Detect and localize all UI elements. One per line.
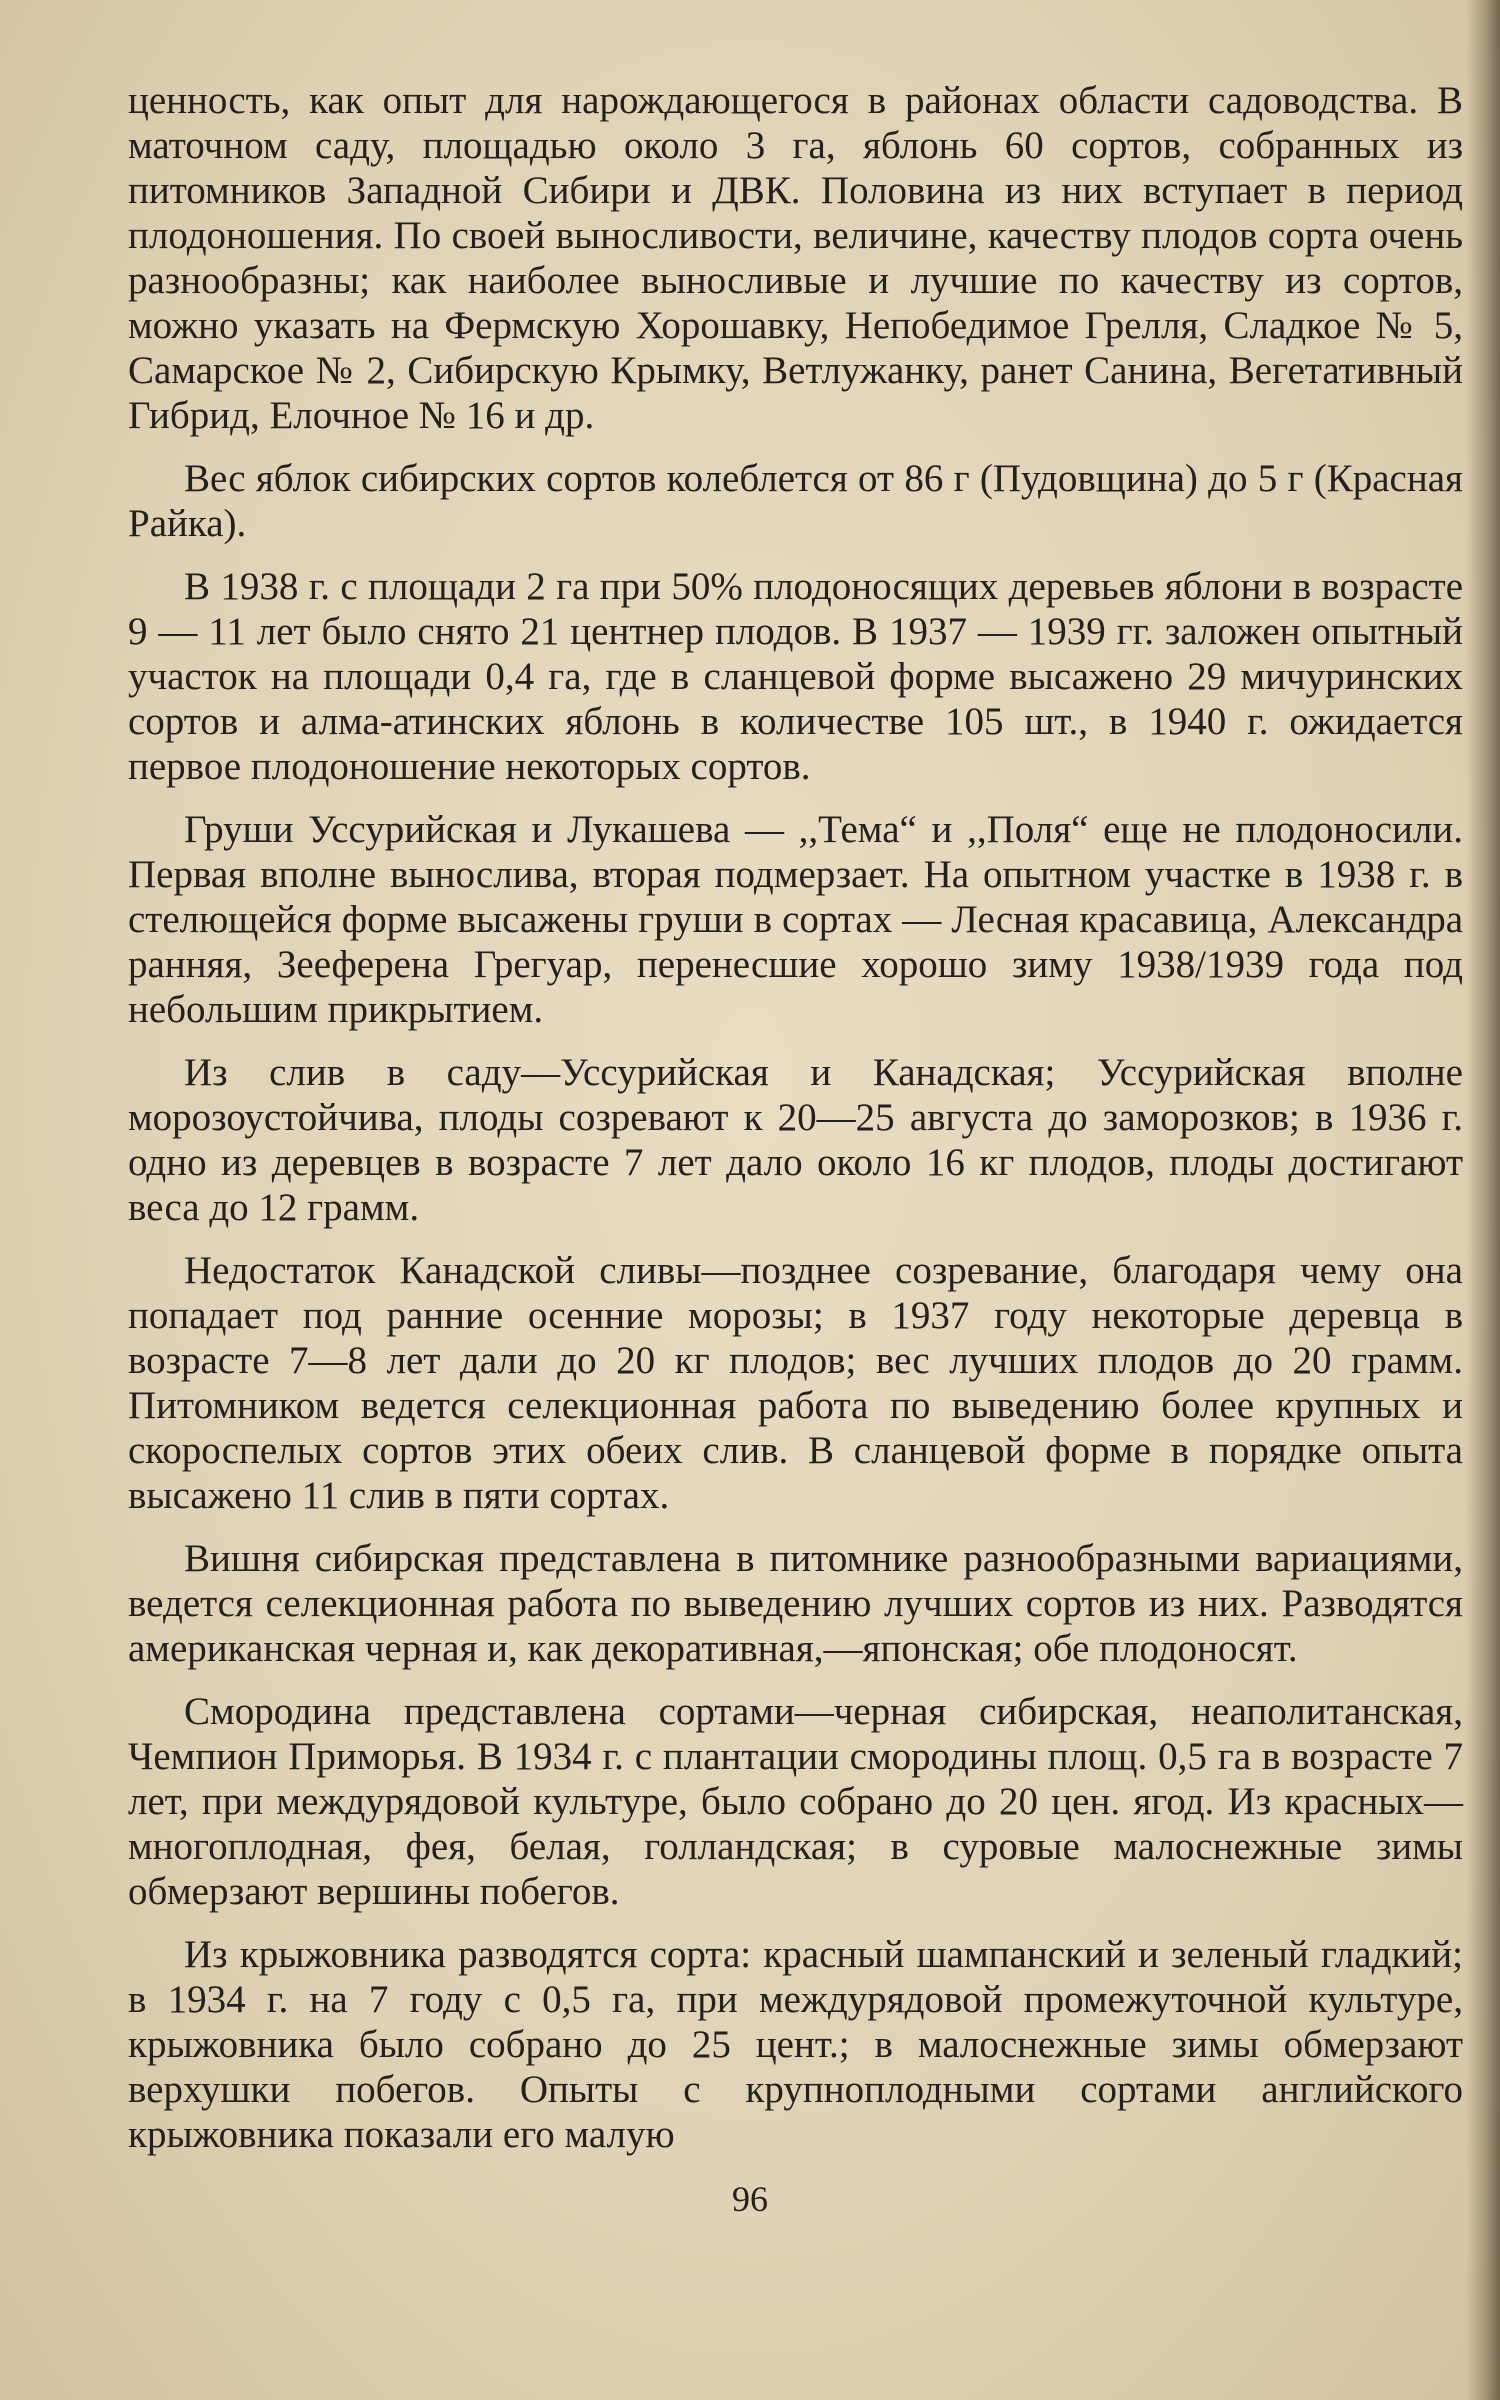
paragraph-canadian-plum: Недостаток Канадской сливы—позднее созревание, благодаря чему она попадает под ранние осенние морозы; в 1937 году некоторые деревца в возрасте 7—8 лет дали до 20 кг плодов; вес лучших плодов до 20 грамм. Питомником ведется селекционная работа по выведению более крупных и скороспелых сортов этих обеих слив. В сланцевой форме в порядке опыта высажено 11 слив в пяти сортах. — [128, 1249, 1463, 1517]
page-text-block — [128, 78, 1463, 2238]
paragraph-orchard: ценность, как опыт для нарождающегося в районах области садоводства. В маточном саду, площадью около 3 га, яблонь 60 сортов, собранных из питомников Западной Сибири и ДВК. Половина из них вступает в период плодоношения. По своей выносливости, величине, качеству плодов сорта очень разнообразны; как наиболее выносливые и лучшие по качеству из сортов, можно указать на Фермскую Хорошавку, Непобедимое Грелля, Сладкое № 5, Самарское № 2, Сибирскую Крымку, Ветлужанку, ранет Санина, Вегетативный Гибрид, Елочное № 16 и др. — [128, 79, 1463, 437]
page-edge-shadow — [1466, 0, 1500, 2400]
paragraph-currant: Смородина представлена сортами—черная сибирская, неаполитанская, Чемпион Приморья. В 1934 г. с плантации смородины площ. 0,5 га в возрасте 7 лет, при междурядовой культуре, было собрано до 20 цен. ягод. Из красных—многоплодная, фея, белая, голландская; в суровые малоснежные зимы обмерзают вершины побегов. — [128, 1690, 1463, 1913]
paragraph-cherry: Вишня сибирская представлена в питомнике разнообразными вариациями, ведется селекционная работа по выведению лучших сортов из них. Разводятся американская черная и, как декоративная,—японская; обе плодоносят. — [128, 1537, 1463, 1670]
page-number: 96 — [732, 2179, 768, 2219]
paragraph-plums: Из слив в саду—Уссурийская и Канадская; Уссурийская вполне морозоустойчива, плоды созревают к 20—25 августа до заморозков; в 1936 г. одно из деревцев в возрасте 7 лет дало около 16 кг плодов, плоды достигают веса до 12 грамм. — [128, 1051, 1463, 1229]
paragraph-gooseberry: Из крыжовника разводятся сорта: красный шампанский и зеленый гладкий; в 1934 г. на 7 году с 0,5 га, при междурядовой промежуточной культуре, крыжовника было собрано до 25 цент.; в малоснежные зимы обмерзают верхушки побегов. Опыты с крупноплодными сортами английского крыжовника показали его малую — [128, 1933, 1463, 2156]
paragraph-pears: Груши Уссурийская и Лукашева — ,,Тема“ и ,,Поля“ еще не плодоносили. Первая вполне вынослива, вторая подмерзает. На опытном участке в 1938 г. в стелющейся форме высажены груши в сортах — Лесная красавица, Александра ранняя, Зееферена Грегуар, перенесшие хорошо зиму 1938/1939 года под небольшим прикрытием. — [128, 808, 1463, 1031]
paragraph-apple-harvest: В 1938 г. с площади 2 га при 50% плодоносящих деревьев яблони в возрасте 9 — 11 лет было снято 21 центнер плодов. В 1937 — 1939 гг. заложен опытный участок на площади 0,4 га, где в сланцевой форме высажено 29 мичуринских сортов и алма-атинских яблонь в количестве 105 шт., в 1940 г. ожидается первое плодоношение некоторых сортов. — [128, 565, 1463, 788]
paragraph-apple-weight: Вес яблок сибирских сортов колеблется от 86 г (Пудовщина) до 5 г (Красная Райка). — [128, 457, 1463, 545]
